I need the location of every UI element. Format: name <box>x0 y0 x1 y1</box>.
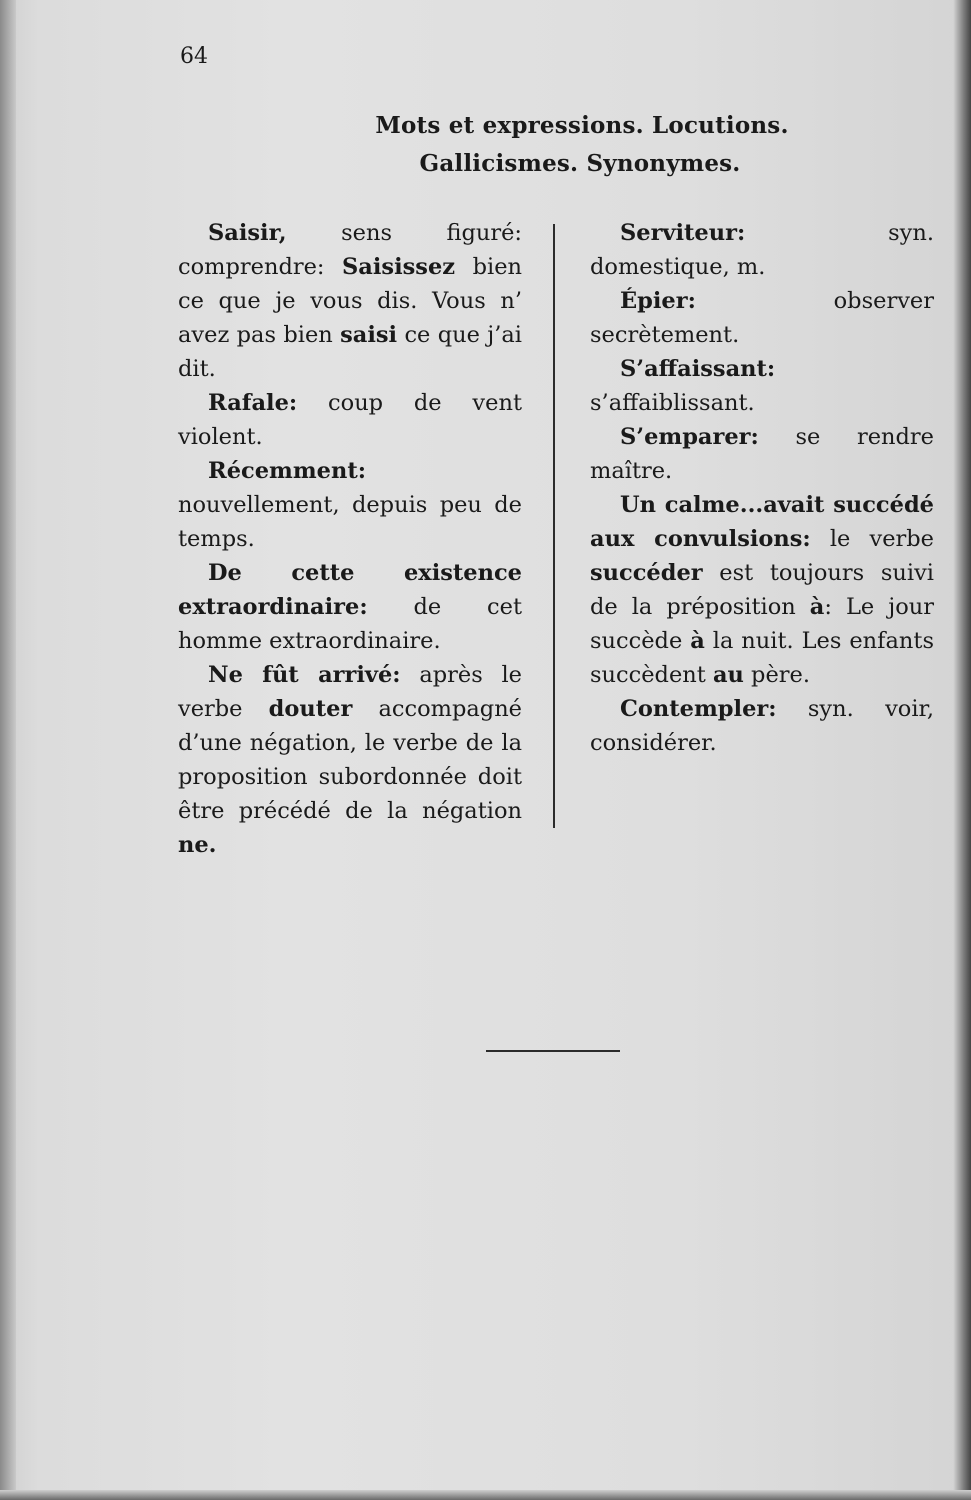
entry-term: Rafale: <box>208 390 298 416</box>
entry-term: Épier: <box>620 288 696 314</box>
entry-term: Récemment: <box>208 458 367 484</box>
entry-definition: observer secrètement. <box>590 288 934 348</box>
entry-definition: bien ce que je vous dis. Vous n’ avez pas bien <box>178 254 522 348</box>
entry-definition: sens figuré: comprendre: <box>178 220 522 280</box>
entry-definition: syn. domestique, m. <box>590 220 934 280</box>
entry-term: Contempler: <box>620 696 777 722</box>
entry-saffaissant <box>590 352 934 420</box>
entry-un-calme <box>590 488 934 692</box>
entry-definition: le verbe <box>810 526 934 552</box>
entry-contempler <box>590 692 934 760</box>
entry-epier <box>590 284 934 352</box>
entry-ne-fut-arrive <box>178 658 522 862</box>
entry-serviteur <box>590 216 934 284</box>
entry-example-term: à <box>809 594 825 620</box>
entry-existence <box>178 556 522 658</box>
entry-definition: : Le jour succède <box>590 594 934 654</box>
section-end-rule <box>486 1050 620 1052</box>
entry-example-term: douter <box>268 696 353 722</box>
entry-definition: s’affaiblissant. <box>590 390 755 416</box>
entry-definition: syn. voir, considérer. <box>590 696 934 756</box>
entry-term: Serviteur: <box>620 220 746 246</box>
entry-recemment <box>178 454 522 556</box>
column-divider <box>553 224 555 828</box>
entry-definition: la nuit. Les enfants succèdent <box>590 628 934 688</box>
entry-saisir <box>178 216 522 386</box>
entry-term: S’affaissant: <box>620 356 776 382</box>
entry-definition: se rendre maître. <box>590 424 934 484</box>
entry-definition: père. <box>743 662 810 688</box>
entry-term: Saisir, <box>208 220 287 246</box>
right-column <box>590 216 934 760</box>
section-heading-line-2: Gallicismes. Synonymes. <box>419 150 741 177</box>
page-edge-shadow <box>953 0 971 1500</box>
page-gutter-shadow <box>0 0 16 1500</box>
entry-definition: est toujours suivi de la préposition <box>590 560 934 620</box>
entry-term: S’emparer: <box>620 424 759 450</box>
entry-definition: ce que j’ai dit. <box>178 322 522 382</box>
entry-example-term: au <box>712 662 744 688</box>
entry-definition: de cet homme extraordinaire. <box>178 594 522 654</box>
page-bottom-edge <box>0 1490 971 1500</box>
entry-term: De cette existence extraordinaire: <box>178 560 522 620</box>
entry-example-term: succéder <box>590 560 703 586</box>
entry-example-term: saisi <box>340 322 398 348</box>
entry-term: Un calme...avait succédé aux convulsions: <box>590 492 934 552</box>
entry-example-term: Saisissez <box>342 254 456 280</box>
section-heading-line-1: Mots et expressions. Locutions. <box>375 112 789 139</box>
entry-semparer <box>590 420 934 488</box>
entry-term: Ne fût arrivé: <box>208 662 401 688</box>
entry-example-term: ne. <box>178 832 217 858</box>
entry-example-term: à <box>690 628 705 654</box>
page-number: 64 <box>180 44 208 69</box>
entry-definition: nouvellement, depuis peu de temps. <box>178 492 522 552</box>
entry-definition: coup de vent violent. <box>178 390 522 450</box>
entry-rafale <box>178 386 522 454</box>
entry-definition: accompagné d’une négation, le verbe de la proposition subordonnée doit être précédé de la négation <box>178 696 522 824</box>
entry-definition: après le verbe <box>178 662 522 722</box>
left-column <box>178 216 522 862</box>
